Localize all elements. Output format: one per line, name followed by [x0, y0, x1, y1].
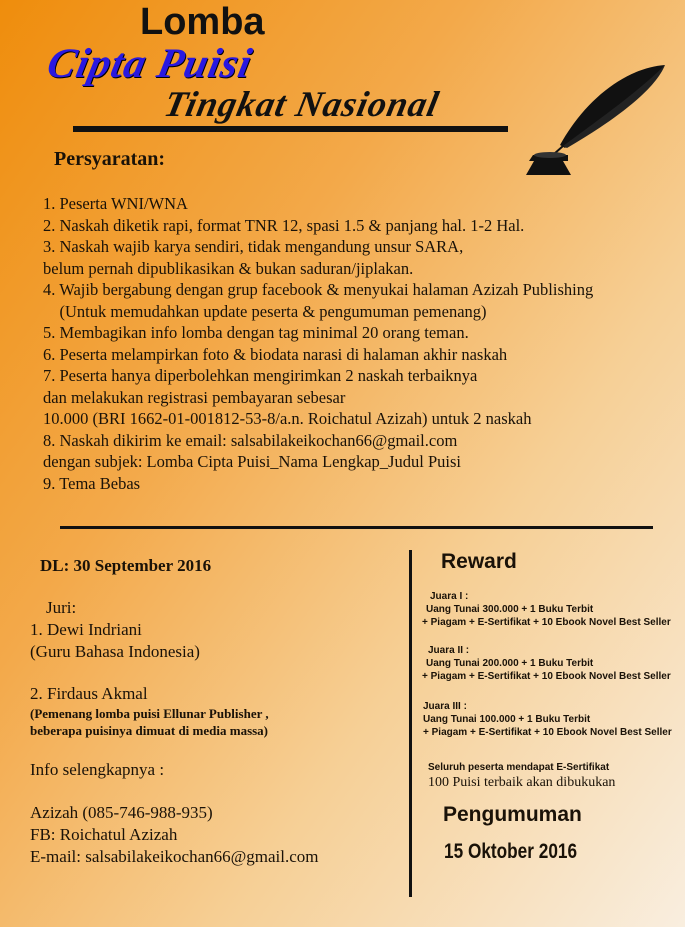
reward-line: + Piagam + E-Sertifikat + 10 Ebook Novel Best Seller — [423, 727, 672, 738]
reward-title: Juara I : — [430, 591, 469, 602]
requirement-item: dengan subjek: Lomba Cipta Puisi_Nama Lengkap_Judul Puisi — [43, 452, 461, 471]
quill-ink-icon — [515, 60, 675, 180]
contact-email: E-mail: salsabilakeikochan66@gmail.com — [30, 847, 319, 866]
section-divider — [60, 526, 653, 529]
title-underline — [73, 126, 508, 132]
info-label: Info selengkapnya : — [30, 760, 165, 779]
judge-2-desc: beberapa puisinya dimuat di media massa) — [30, 723, 269, 738]
requirement-item: 9. Tema Bebas — [43, 473, 141, 493]
requirement-item: 2. Naskah diketik rapi, format TNR 12, spasi 1.5 & panjang hal. 1-2 Hal. — [43, 215, 525, 235]
reward-line: + Piagam + E-Sertifikat + 10 Ebook Novel Best Seller — [422, 617, 671, 628]
judge-1: 1. Dewi Indriani — [30, 620, 142, 639]
requirement-item: 5. Membagikan info lomba dengan tag minimal 20 orang teman. — [43, 323, 469, 342]
requirement-item: 4. Wajib bergabung dengan grup facebook & menyukai halaman Azizah Publishing — [43, 280, 594, 299]
contact-info — [30, 802, 319, 868]
requirement-item: belum pernah dipublikasikan & bukan saduran/jiplakan. — [43, 258, 414, 278]
title-cipta-puisi: Cipta Puisi — [43, 41, 257, 87]
announcement-date: 15 Oktober 2016 — [444, 840, 578, 863]
reward-heading: Reward — [441, 550, 517, 573]
reward-line: + Piagam + E-Sertifikat + 10 Ebook Novel Best Seller — [422, 671, 671, 682]
deadline: DL: 30 September 2016 — [40, 556, 212, 575]
contact-fb: FB: Roichatul Azizah — [30, 825, 178, 844]
reward-title: Juara II : — [428, 645, 470, 656]
reward-line: Uang Tunai 100.000 + 1 Buku Terbit — [423, 714, 591, 725]
requirement-item: 3. Naskah wajib karya sendiri, tidak mengandung unsur SARA, — [43, 237, 464, 256]
requirement-item: 6. Peserta melampirkan foto & biodata narasi di halaman akhir naskah — [43, 344, 508, 364]
reward-title: Juara III : — [423, 701, 467, 712]
reward-note-1: Seluruh peserta mendapat E-Sertifikat — [428, 762, 610, 773]
reward-note-2: 100 Puisi terbaik akan dibukukan — [428, 775, 616, 790]
title-lomba: Lomba — [140, 1, 265, 43]
reward-line: Uang Tunai 300.000 + 1 Buku Terbit — [426, 604, 594, 615]
reward-1 — [422, 590, 671, 629]
requirement-item: 1. Peserta WNI/WNA — [43, 194, 188, 213]
requirement-item: (Untuk memudahkan update peserta & pengumuman pemenang) — [43, 301, 487, 321]
requirements-list — [43, 193, 593, 494]
announcement-label: Pengumuman — [443, 803, 582, 826]
reward-line: Uang Tunai 200.000 + 1 Buku Terbit — [426, 658, 594, 669]
judges — [30, 597, 269, 739]
reward-2 — [422, 644, 671, 683]
requirement-item: 8. Naskah dikirim ke email: salsabilakeikochan66@gmail.com — [43, 430, 458, 450]
requirement-item: 7. Peserta hanya diperbolehkan mengirimkan 2 naskah terbaiknya — [43, 366, 478, 385]
judge-2-desc: (Pemenang lomba puisi Ellunar Publisher , — [30, 706, 269, 721]
title-tingkat-nasional: Tingkat Nasional — [160, 84, 443, 124]
requirement-item: dan melakukan registrasi pembayaran sebesar — [43, 387, 346, 407]
judges-label: Juri: — [46, 598, 77, 617]
column-divider — [409, 550, 412, 897]
contact-phone: Azizah (085-746-988-935) — [30, 803, 213, 822]
reward-3 — [423, 700, 672, 739]
judge-1-desc: (Guru Bahasa Indonesia) — [30, 642, 200, 661]
requirements-heading: Persyaratan: — [54, 148, 166, 170]
requirement-item: 10.000 (BRI 1662-01-001812-53-8/a.n. Roichatul Azizah) untuk 2 naskah — [43, 409, 532, 428]
judge-2: 2. Firdaus Akmal — [30, 684, 148, 703]
